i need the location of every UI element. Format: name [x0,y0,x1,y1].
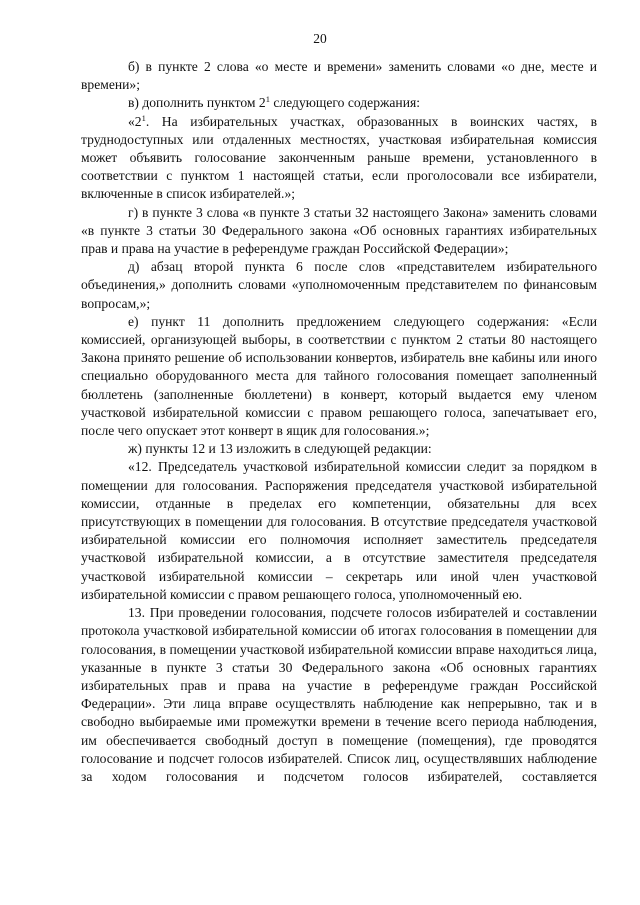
paragraph-point-12: «12. Председатель участковой избирательной комиссии следит за порядком в помещении для голосования. Распоряжения председателя участковой избирательной комиссии, отданные в пределах его компетенции, обязательны для всех присутствующих в помещении для голосования. В отсутствие председателя участковой избирательной комиссии его полномочия исполняет заместитель председателя участковой избирательной комиссии, а в отсутствие заместителя председателя участковой избирательной комиссии – секретарь или иной член участковой избирательной комиссии с правом решающего голоса, уполномоченный ею. [81,459,597,602]
paragraph-b: б) в пункте 2 слова «о месте и времени» заменить словами «о дне, месте и времени»; [81,59,597,93]
paragraph-e: е) пункт 11 дополнить предложением следующего содержания: «Если комиссией, организующей выборы, в соответствии с пунктом 2 статьи 80 настоящего Закона принято решение об использовании конвертов, избиратель вне кабины или иного специально оборудованного места для тайного голосования помещает заполненный бюллетень (заполненные бюллетени) в конверт, который выдается ему членом участковой избирательной комиссии с правом решающего голоса, запечатывает его, после чего опускает этот конверт в ящик для голосования.»; [81,313,597,439]
paragraph-v: в) дополнить пунктом $2^1$ следующего содержания: [128,94,421,111]
paragraph-point-2-1: «$2^1$. На избирательных участках, образованных в воинских частях, в труднодоступных или отдаленных местностях, участковая избирательная комиссия может объявить голосование законченным раньше времени, установленного в соответствии с пунктом 1 настоящей статьи, если проголосовали все избиратели, включенные в список избирателей.»; [81,112,597,202]
paragraph-g: г) в пункте 3 слова «в пункте 3 статьи 32 настоящего Закона» заменить словами «в пункте 3 статьи 30 Федерального закона «Об основных гарантиях избирательных прав и права на участие в референдуме граждан Российской Федерации»; [81,204,597,257]
superscript: 1 [265,94,270,105]
paragraph-zh: ж) пункты 12 и 13 изложить в следующей редакции: [128,441,432,457]
paragraph-d: д) абзац второй пункта 6 после слов «представителем избирательного объединения,» дополнить словами «уполномоченным представителем по финансовым вопросам,»; [81,259,597,311]
paragraph-point-13: 13. При проведении голосования, подсчете голосов избирателей и составлении протокола участковой избирательной комиссии об итогах голосования в помещении для голосования, в помещении участковой избирательной комиссии вправе находиться лица, указанные в пункте 3 статьи 30 Федерального закона «Об основных гарантиях избирательных прав и права на участие в референдуме граждан Российской Федерации». Эти лица вправе осуществлять наблюдение как непрерывно, так и в свободно выбираемые ими промежутки времени в течение всего периода наблюдения, им обеспечивается свободный доступ в помещение (помещения), где проводятся голосование и подсчет голосов избирателей. Список лиц, осуществлявших наблюдение за ходом голосования и подсчетом голосов избирателей, составляется [81,605,597,784]
page-number: 20 [313,31,327,46]
superscript: 1 [141,112,146,123]
document-body [81,58,597,786]
